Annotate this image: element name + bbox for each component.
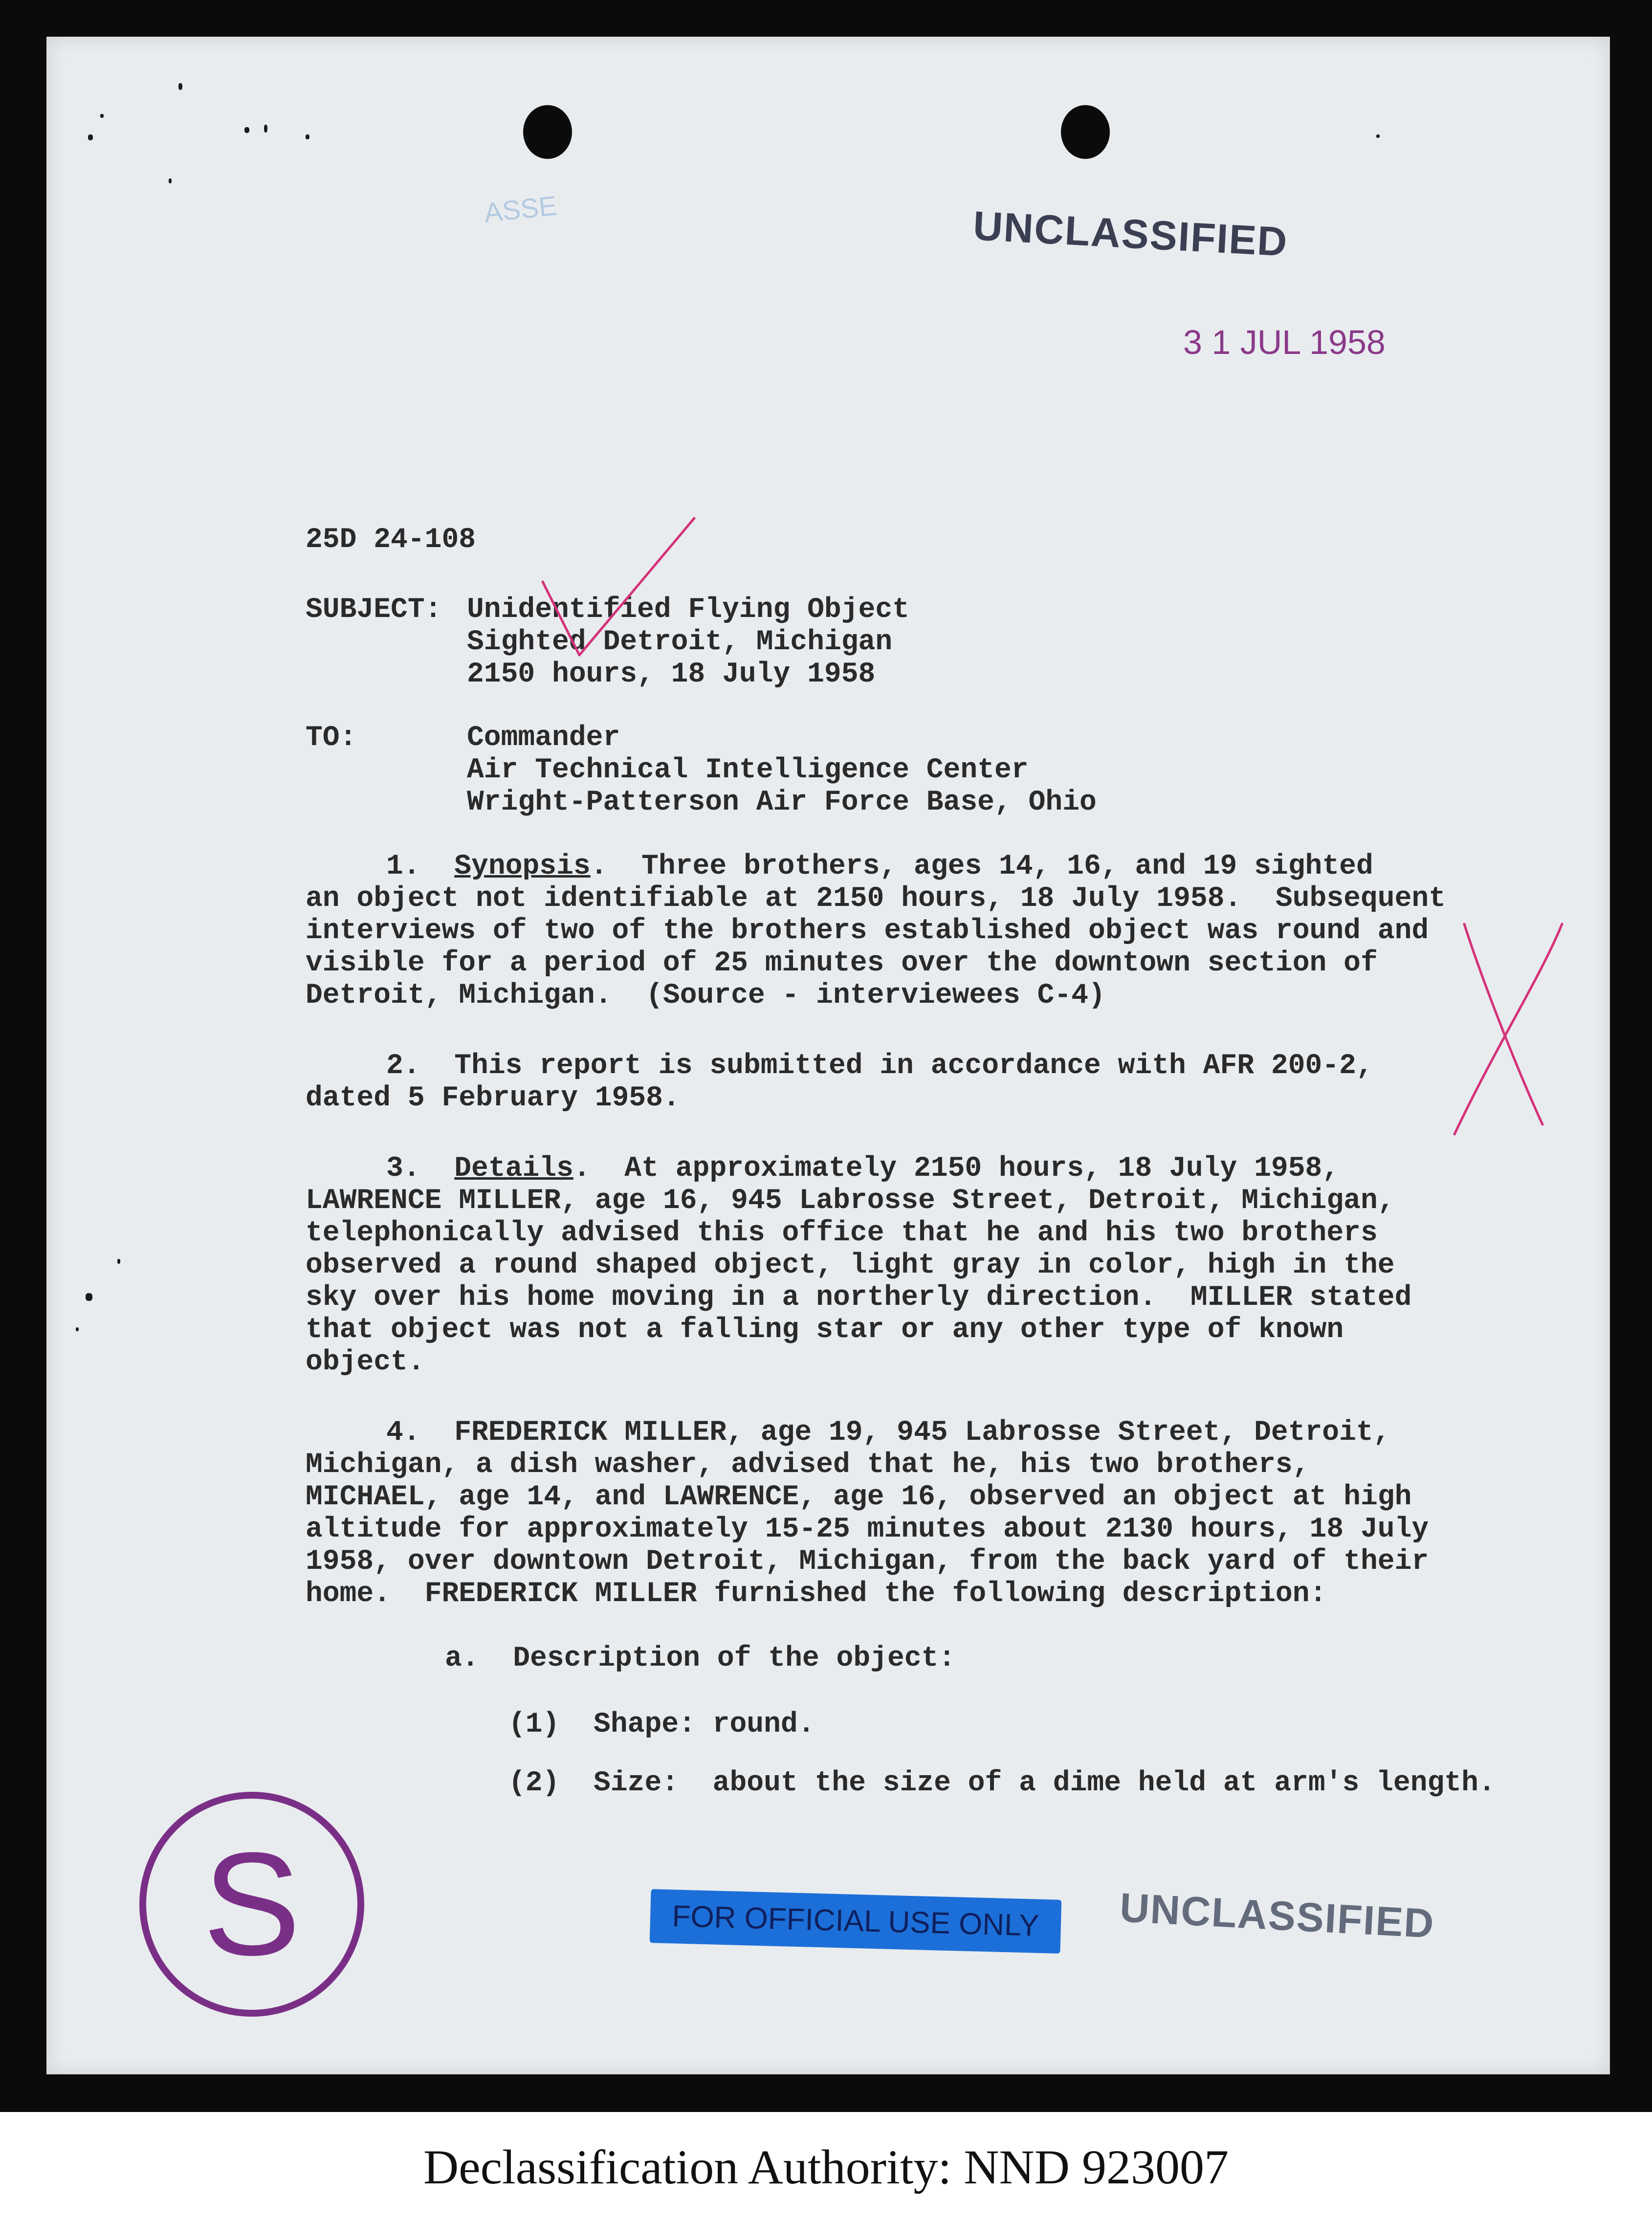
date-stamp: 3 1 JUL 1958 [1183, 323, 1386, 361]
speck [100, 114, 104, 118]
paragraph-1-lead: . Three brothers, ages 14, 16, and 19 sighted [590, 851, 1373, 882]
punch-hole-right [1061, 105, 1110, 159]
declassification-footer: Declassification Authority: NND 923007 [0, 2112, 1652, 2222]
s-circle-stamp [139, 1792, 364, 2017]
paragraph-3-lead: . At approximately 2150 hours, 18 July 1958, [573, 1153, 1340, 1185]
paragraph-1-line: visible for a period of 25 minutes over the downtown section of [306, 947, 1378, 979]
speck [306, 134, 309, 139]
handwritten-x-mark [1447, 919, 1569, 1139]
faint-blue-stamp: ASSE [483, 190, 559, 228]
paragraph-3-line: LAWRENCE MILLER, age 16, 945 Labrosse Street, Detroit, Michigan, [306, 1185, 1395, 1217]
paragraph-2-line: dated 5 February 1958. [306, 1082, 680, 1114]
speck [117, 1259, 120, 1264]
paragraph-number: 3. [386, 1153, 420, 1185]
paragraph-4-line: MICHAEL, age 14, and LAWRENCE, age 16, observed an object at high [306, 1481, 1412, 1513]
subject-line: Unidentified Flying Object [467, 594, 909, 626]
subject-line: 2150 hours, 18 July 1958 [467, 659, 876, 690]
punch-hole-left [523, 105, 572, 159]
for-official-use-only-stamp [650, 1889, 1062, 1954]
paragraph-3-line: telephonically advised this office that he and his two brothers [306, 1217, 1378, 1249]
paragraph-3-line: observed a round shaped object, light gray in color, high in the [306, 1250, 1395, 1281]
paragraph-4-line: 1958, over downtown Detroit, Michigan, from the back yard of their [306, 1546, 1429, 1578]
paragraph-3-line: that object was not a falling star or any other type of known [306, 1314, 1344, 1346]
unclassified-stamp-top: UNCLASSIFIED [972, 202, 1289, 265]
paragraph-4-line: altitude for approximately 15-25 minutes about 2130 hours, 18 July [306, 1514, 1429, 1545]
paragraph-1-first-line [386, 851, 1373, 883]
to-label: TO: [306, 722, 357, 754]
paragraph-3-line: object. [306, 1346, 425, 1378]
paragraph-number: 1. [386, 851, 420, 882]
item-a: a. Description of the object: [445, 1643, 956, 1674]
speck [169, 178, 172, 183]
subject-label: SUBJECT: [306, 594, 442, 626]
handwritten-check-mark [533, 513, 709, 699]
speck [76, 1327, 79, 1331]
paragraph-1-line: Detroit, Michigan. (Source - interviewees C-4) [306, 980, 1105, 1012]
synopsis-heading: Synopsis [454, 851, 591, 882]
to-line: Air Technical Intelligence Center [467, 754, 1029, 786]
paragraph-1-line: interviews of two of the brothers established object was round and [306, 915, 1429, 947]
to-line: Wright-Patterson Air Force Base, Ohio [467, 787, 1097, 818]
fouo-label: FOR OFFICIAL USE ONLY [671, 1899, 1040, 1943]
speck [88, 134, 93, 140]
paragraph-4-first-line: 4. FREDERICK MILLER, age 19, 945 Labrosse Street, Detroit, [386, 1417, 1390, 1449]
paragraph-1-line: an object not identifiable at 2150 hours, 18 July 1958. Subsequent [306, 883, 1446, 915]
s-stamp-letter: S [202, 1822, 301, 1986]
details-heading: Details [454, 1153, 573, 1185]
paragraph-4-line: Michigan, a dish washer, advised that he, his two brothers, [306, 1449, 1310, 1481]
subject-line: Sighted Detroit, Michigan [467, 626, 893, 658]
speck [178, 83, 182, 90]
paragraph-3-line: sky over his home moving in a northerly direction. MILLER stated [306, 1282, 1412, 1314]
speck [1376, 134, 1380, 138]
paragraph-4-line: home. FREDERICK MILLER furnished the following description: [306, 1578, 1327, 1610]
to-line: Commander [467, 722, 620, 754]
paragraph-3-first-line [386, 1153, 1339, 1185]
item-1: (1) Shape: round. [508, 1709, 815, 1740]
file-number: 25D 24-108 [306, 524, 476, 556]
item-2: (2) Size: about the size of a dime held at arm's length. [508, 1767, 1496, 1799]
speck [86, 1293, 92, 1301]
speck [264, 125, 267, 132]
speck [244, 127, 249, 133]
paragraph-2-first-line: 2. This report is submitted in accordance with AFR 200-2, [386, 1050, 1373, 1082]
unclassified-stamp-bottom: UNCLASSIFIED [1119, 1884, 1436, 1947]
